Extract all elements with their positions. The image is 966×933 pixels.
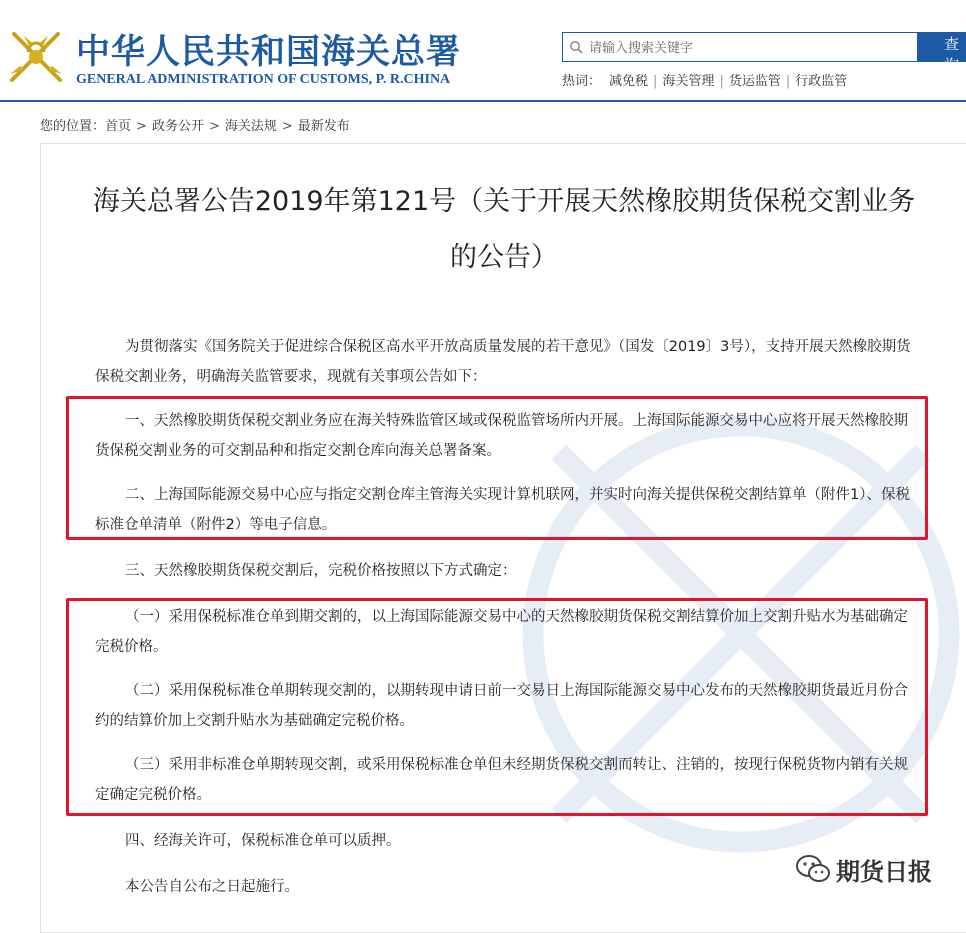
customs-emblem-icon	[4, 22, 68, 86]
hot-word-link[interactable]: 海关管理	[662, 74, 715, 89]
article-title: 海关总署公告2019年第121号（关于开展天然橡胶期货保税交割业务的公告）	[92, 186, 916, 273]
wechat-icon	[795, 854, 831, 884]
article-paragraph: 本公告自公布之日起施行。	[125, 879, 299, 895]
search-input[interactable]	[587, 35, 911, 61]
breadcrumb-item[interactable]: 海关法规	[224, 119, 277, 134]
article-paragraph: 三、天然橡胶期货保税交割后，完税价格按照以下方式确定：	[125, 563, 517, 579]
search-box	[562, 32, 918, 62]
search-icon	[569, 40, 583, 54]
highlight-box	[66, 598, 928, 816]
breadcrumb-item[interactable]: 最新发布	[297, 119, 350, 134]
breadcrumb	[40, 115, 350, 134]
hot-word-link[interactable]: 减免税	[609, 74, 649, 89]
logo-chinese-title[interactable]: 中华人民共和国海关总署	[76, 32, 461, 72]
wechat-account-name: 期货日报	[836, 858, 932, 886]
highlight-box	[66, 396, 928, 540]
article-paragraph: 二、上海国际能源交易中心应与指定交割仓库主管海关实现计算机联网，并实时向海关提供保税交割结算单（附件1）、保税标准仓单清单（附件2）等电子信息。	[95, 487, 910, 533]
search-button[interactable]: 查询	[918, 32, 966, 62]
article-paragraph: （一）采用保税标准仓单到期交割的，以上海国际能源交易中心的天然橡胶期货保税交割结算价加上交割升贴水为基础确定完税价格。	[95, 609, 908, 655]
divider: |	[653, 74, 658, 89]
site-header	[0, 0, 966, 102]
breadcrumb-home[interactable]: 首页	[105, 119, 132, 134]
logo-english-title[interactable]: GENERAL ADMINISTRATION OF CUSTOMS, P. R.CHINA	[76, 72, 451, 87]
breadcrumb-separator: >	[208, 119, 220, 134]
article-paragraph: （二）采用保税标准仓单期转现交割的，以期转现申请日前一交易日上海国际能源交易中心发布的天然橡胶期货最近月份合约的结算价加上交割升贴水为基础确定完税价格。	[95, 683, 908, 729]
breadcrumb-separator: >	[281, 119, 293, 134]
article-paragraph: （三）采用非标准仓单期转现交割，或采用保税标准仓单但未经期货保税交割而转让、注销的，按现行保税货物内销有关规定确定完税价格。	[95, 757, 908, 803]
breadcrumb-separator: >	[136, 119, 147, 134]
hot-word-link[interactable]: 行政监管	[795, 74, 848, 89]
hot-words-label: 热词：	[562, 74, 602, 89]
breadcrumb-item[interactable]: 政务公开	[151, 119, 204, 134]
hot-word-link[interactable]: 货运监管	[728, 74, 781, 89]
breadcrumb-prefix: 您的位置：	[40, 119, 106, 134]
divider: |	[719, 74, 724, 89]
divider: |	[785, 74, 791, 89]
article-paragraph: 四、经海关许可，保税标准仓单可以质押。	[125, 833, 401, 849]
article-paragraph: 一、天然橡胶期货保税交割业务应在海关特殊监管区域或保税监管场所内开展。上海国际能源交易中心应将开展天然橡胶期货保税交割业务的可交割品种和指定交割仓库向海关总署备案。	[95, 413, 908, 459]
article-paragraph: 为贯彻落实《国务院关于促进综合保税区高水平开放高质量发展的若干意见》（国发〔2019〕3号），支持开展天然橡胶期货保税交割业务，明确海关监管要求，现就有关事项公告如下：	[95, 339, 911, 385]
hot-words-bar	[562, 70, 847, 89]
